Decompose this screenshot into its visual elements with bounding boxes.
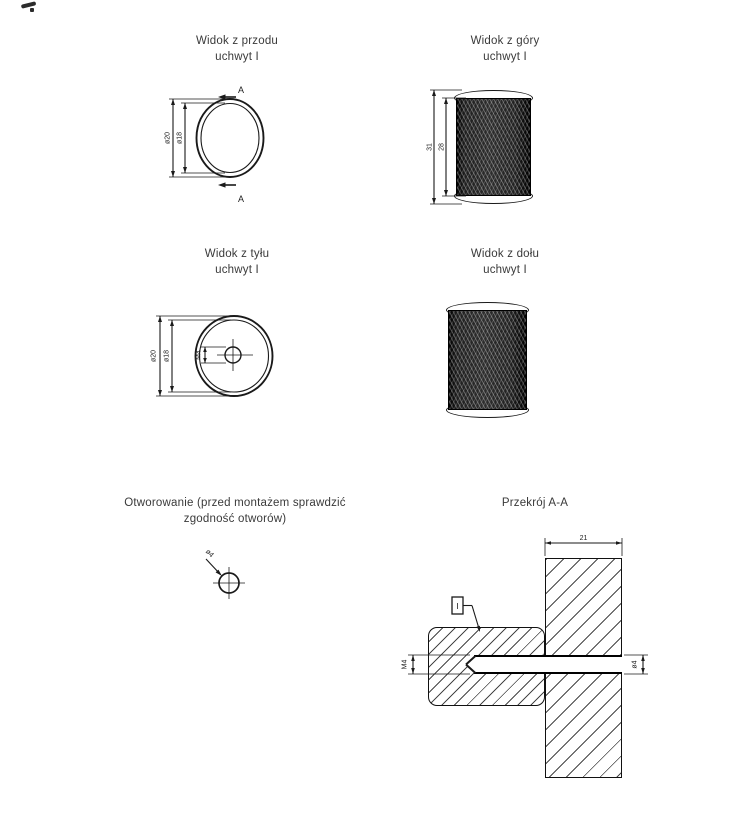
- holes-view: [180, 535, 290, 615]
- top-view-title: [415, 33, 595, 65]
- back-view-title-line1: Widok z tyłu: [204, 248, 270, 260]
- section-cut-marker-top: [218, 85, 244, 100]
- bottom-view-title: [415, 246, 595, 278]
- back-dim-inner-label: ø18: [163, 349, 171, 363]
- front-dim-inner-label: ø18: [176, 131, 184, 145]
- back-dim-thread-label: M4: [195, 350, 203, 360]
- dimension-hole: [624, 655, 648, 674]
- holes-title-line2: zgodność otworów): [183, 513, 287, 525]
- bottom-view-title-line1: Widok z dołu: [470, 248, 540, 260]
- front-view-drawing: [140, 75, 340, 215]
- back-view-title-line2: uchwyt I: [215, 264, 259, 276]
- section-letter-bottom: A: [237, 194, 245, 204]
- front-view: [140, 75, 340, 215]
- section-view-linework: [390, 490, 700, 790]
- bottom-view: [446, 300, 536, 422]
- knurled-body: [448, 310, 527, 410]
- holes-view-title: [85, 495, 385, 527]
- top-view: [410, 70, 570, 220]
- section-dim-thread-label: M4: [401, 659, 409, 670]
- top-view-title-line1: Widok z góry: [470, 35, 540, 47]
- holes-dim-label: ø4: [203, 548, 215, 560]
- scan-artifact: [21, 1, 36, 8]
- holes-title-line1: Otworowanie (przed montażem sprawdzić: [124, 497, 346, 509]
- screw-tip: [466, 656, 476, 674]
- section-title-line: Przekrój A-A: [501, 497, 569, 509]
- handle-outline-front: [197, 99, 264, 177]
- front-view-title-line2: uchwyt I: [215, 51, 259, 63]
- section-dim-panel-label: 21: [579, 535, 588, 542]
- section-letter-top: A: [237, 85, 245, 95]
- front-dim-outer-label: ø20: [164, 131, 172, 145]
- dimension-panel-width: [545, 535, 622, 556]
- hole-leader: [204, 548, 222, 576]
- top-view-title-line2: uchwyt I: [483, 51, 527, 63]
- back-view: [130, 240, 340, 420]
- back-dim-outer-label: ø20: [150, 349, 158, 363]
- section-cut-marker-bottom: [218, 182, 244, 204]
- scan-artifact: [30, 8, 34, 12]
- top-view-dimensions: [410, 70, 570, 220]
- section-dim-hole-label: ø4: [631, 660, 639, 669]
- front-view-title-line1: Widok z przodu: [195, 35, 279, 47]
- holes-view-drawing: [180, 535, 290, 615]
- part-label-callout: [452, 597, 480, 632]
- dimension-knurl-length: [439, 98, 467, 196]
- back-view-drawing: [130, 240, 340, 420]
- part-label-text: I: [456, 601, 459, 611]
- top-dim-outer-label: 31: [426, 143, 434, 151]
- bottom-view-title-line2: uchwyt I: [483, 264, 527, 276]
- top-dim-inner-label: 28: [438, 143, 446, 151]
- front-view-title: [147, 33, 327, 65]
- section-view: [390, 490, 700, 790]
- thread-hole: [217, 339, 253, 371]
- dimension-thread: [402, 655, 471, 674]
